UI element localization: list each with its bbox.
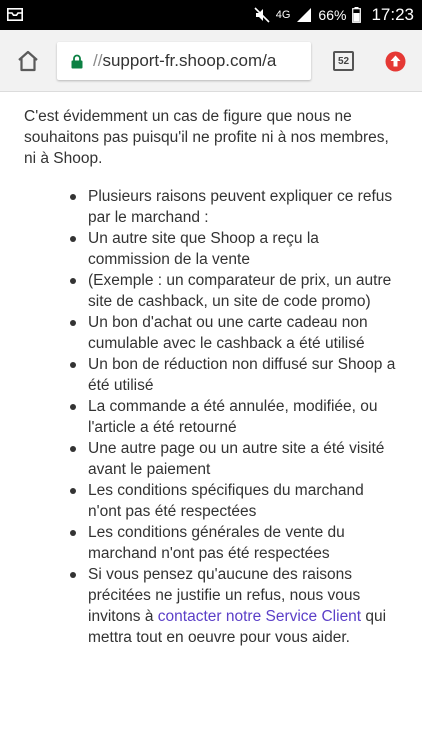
battery-icon	[352, 7, 361, 23]
url-text: support-fr.shoop.com/a	[102, 51, 277, 70]
mail-notification-icon	[7, 8, 23, 21]
clock: 17:23	[371, 5, 414, 24]
list-item-contact	[88, 564, 398, 648]
list-item: Les conditions spécifiques du marchand n'ont pas été respectées	[88, 480, 398, 522]
list-item: Un bon de réduction non diffusé sur Shoop a été utilisé	[88, 354, 398, 396]
lock-icon	[71, 54, 83, 69]
status-bar	[0, 0, 422, 30]
battery-percent: 66%	[318, 7, 347, 23]
intro-paragraph: C'est évidemment un cas de figure que nous ne souhaitons pas puisqu'il ne profite ni à nos membres, ni à Shoop.	[24, 108, 389, 167]
status-icons	[254, 0, 414, 30]
list-item: Plusieurs raisons peuvent expliquer ce refus par le marchand :	[88, 186, 398, 228]
list-item: (Exemple : un comparateur de prix, un autre site de cashback, un site de code promo)	[88, 270, 398, 312]
home-icon	[16, 50, 40, 72]
list-item: Une autre page ou un autre site a été visité avant le paiement	[88, 438, 398, 480]
list-item: Un bon d'achat ou une carte cadeau non cumulable avec le cashback a été utilisé	[88, 312, 398, 354]
signal-icon	[296, 7, 312, 23]
contact-text-before: Si vous pensez qu'aucune des raisons précitées ne justifie un refus, nous vous invitons à	[88, 566, 361, 625]
reasons-list	[88, 186, 398, 648]
article-content	[0, 93, 422, 750]
list-item: Les conditions générales de vente du marchand n'ont pas été respectées	[88, 522, 398, 564]
tab-switcher-button[interactable]: 52	[333, 51, 354, 71]
list-item: La commande a été annulée, modifiée, ou l'article a été retourné	[88, 396, 398, 438]
contact-text-after: qui mettra tout en oeuvre pour vous aider.	[88, 608, 387, 646]
list-item: Un autre site que Shoop a reçu la commission de la vente	[88, 228, 398, 270]
home-button[interactable]	[14, 47, 42, 75]
network-type: 4G	[275, 9, 291, 21]
contact-service-link[interactable]: contacter notre Service Client	[157, 608, 362, 625]
browser-toolbar	[0, 30, 422, 92]
mute-icon	[254, 7, 270, 23]
url-scheme: //	[93, 51, 103, 70]
update-arrow-icon[interactable]	[385, 51, 406, 72]
address-bar[interactable]	[57, 42, 311, 80]
